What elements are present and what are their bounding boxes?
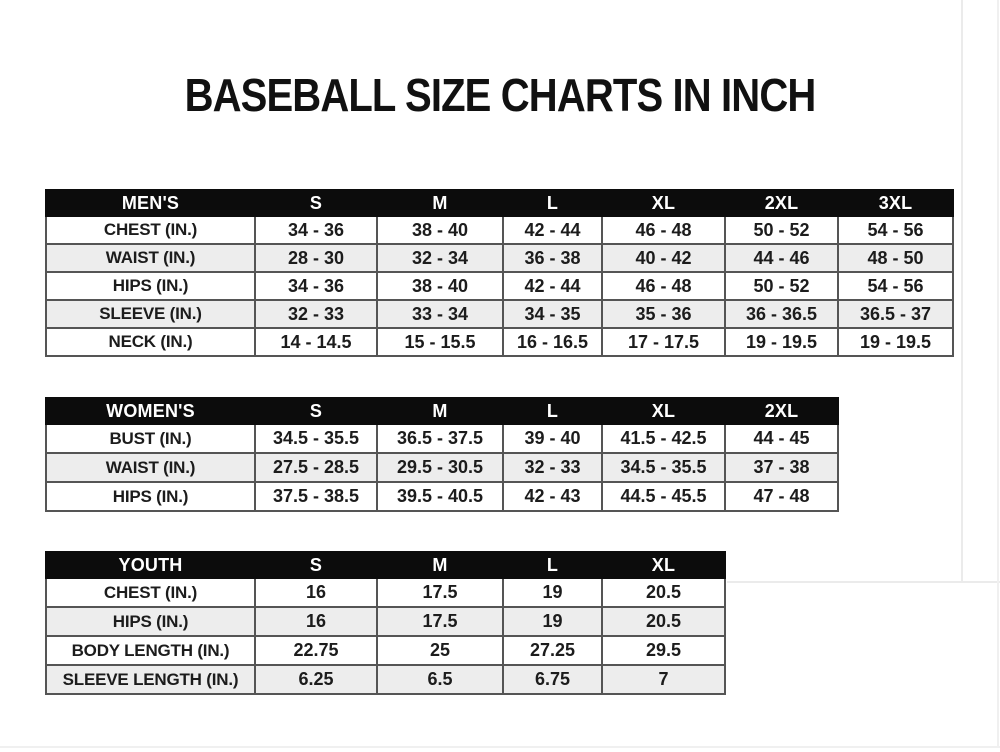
- mens-table-row: [46, 300, 953, 328]
- size-value-cell: 19 - 19.5: [725, 328, 838, 356]
- size-value-cell: 35 - 36: [602, 300, 725, 328]
- size-value-cell: 38 - 40: [377, 272, 503, 300]
- mens-size-table: [45, 189, 954, 357]
- size-value-cell: 46 - 48: [602, 216, 725, 244]
- size-value-cell: 19: [503, 607, 602, 636]
- size-value-cell: 34 - 36: [255, 216, 377, 244]
- size-column-header: XL: [602, 552, 725, 578]
- womens-table-row: [46, 453, 838, 482]
- youth-table-row: [46, 607, 725, 636]
- youth-table-row: [46, 665, 725, 694]
- size-value-cell: 27.25: [503, 636, 602, 665]
- mens-header-row: [46, 190, 953, 216]
- mens-table-row: [46, 216, 953, 244]
- size-column-header: 3XL: [838, 190, 953, 216]
- size-value-cell: 16: [255, 578, 377, 607]
- measurement-label-cell: WAIST (IN.): [46, 244, 255, 272]
- size-value-cell: 44.5 - 45.5: [602, 482, 725, 511]
- womens-table-title-cell: WOMEN'S: [46, 398, 255, 424]
- size-column-header: S: [255, 190, 377, 216]
- size-value-cell: 50 - 52: [725, 272, 838, 300]
- size-column-header: S: [255, 552, 377, 578]
- scan-artifact-right-edge: [997, 0, 999, 746]
- measurement-label-cell: CHEST (IN.): [46, 216, 255, 244]
- measurement-label-cell: NECK (IN.): [46, 328, 255, 356]
- size-value-cell: 16 - 16.5: [503, 328, 602, 356]
- size-value-cell: 32 - 33: [255, 300, 377, 328]
- size-value-cell: 28 - 30: [255, 244, 377, 272]
- size-value-cell: 27.5 - 28.5: [255, 453, 377, 482]
- size-column-header: M: [377, 190, 503, 216]
- size-value-cell: 6.5: [377, 665, 503, 694]
- size-value-cell: 39 - 40: [503, 424, 602, 453]
- size-value-cell: 40 - 42: [602, 244, 725, 272]
- size-value-cell: 44 - 46: [725, 244, 838, 272]
- youth-table-row: [46, 636, 725, 665]
- measurement-label-cell: HIPS (IN.): [46, 482, 255, 511]
- scan-artifact-vertical-line: [961, 0, 963, 581]
- size-value-cell: 54 - 56: [838, 272, 953, 300]
- size-column-header: XL: [602, 190, 725, 216]
- youth-table-row: [46, 578, 725, 607]
- measurement-label-cell: HIPS (IN.): [46, 607, 255, 636]
- youth-size-table: [45, 551, 726, 695]
- size-value-cell: 48 - 50: [838, 244, 953, 272]
- measurement-label-cell: SLEEVE (IN.): [46, 300, 255, 328]
- size-value-cell: 38 - 40: [377, 216, 503, 244]
- size-value-cell: 34.5 - 35.5: [255, 424, 377, 453]
- size-value-cell: 42 - 43: [503, 482, 602, 511]
- size-value-cell: 47 - 48: [725, 482, 838, 511]
- size-value-cell: 34.5 - 35.5: [602, 453, 725, 482]
- size-value-cell: 25: [377, 636, 503, 665]
- size-value-cell: 6.75: [503, 665, 602, 694]
- size-value-cell: 36.5 - 37: [838, 300, 953, 328]
- size-value-cell: 14 - 14.5: [255, 328, 377, 356]
- size-value-cell: 36 - 36.5: [725, 300, 838, 328]
- size-value-cell: 36.5 - 37.5: [377, 424, 503, 453]
- mens-table-title-cell: MEN'S: [46, 190, 255, 216]
- womens-header-row: [46, 398, 838, 424]
- size-column-header: L: [503, 190, 602, 216]
- womens-size-table: [45, 397, 839, 512]
- size-value-cell: 7: [602, 665, 725, 694]
- size-column-header: XL: [602, 398, 725, 424]
- scan-artifact-bottom-edge: [0, 746, 1000, 748]
- measurement-label-cell: HIPS (IN.): [46, 272, 255, 300]
- measurement-label-cell: WAIST (IN.): [46, 453, 255, 482]
- size-value-cell: 50 - 52: [725, 216, 838, 244]
- size-value-cell: 22.75: [255, 636, 377, 665]
- size-value-cell: 17.5: [377, 607, 503, 636]
- size-column-header: M: [377, 398, 503, 424]
- size-value-cell: 36 - 38: [503, 244, 602, 272]
- page-title: BASEBALL SIZE CHARTS IN INCH: [184, 69, 816, 121]
- size-value-cell: 34 - 35: [503, 300, 602, 328]
- size-value-cell: 54 - 56: [838, 216, 953, 244]
- size-value-cell: 17 - 17.5: [602, 328, 725, 356]
- size-value-cell: 19: [503, 578, 602, 607]
- mens-table-row: [46, 328, 953, 356]
- measurement-label-cell: BUST (IN.): [46, 424, 255, 453]
- size-column-header: S: [255, 398, 377, 424]
- size-value-cell: 29.5: [602, 636, 725, 665]
- scan-artifact-horizontal-line: [727, 581, 1000, 583]
- size-value-cell: 20.5: [602, 578, 725, 607]
- size-value-cell: 32 - 34: [377, 244, 503, 272]
- size-value-cell: 29.5 - 30.5: [377, 453, 503, 482]
- size-column-header: 2XL: [725, 190, 838, 216]
- size-value-cell: 37.5 - 38.5: [255, 482, 377, 511]
- size-column-header: L: [503, 552, 602, 578]
- womens-table-row: [46, 424, 838, 453]
- size-value-cell: 39.5 - 40.5: [377, 482, 503, 511]
- size-value-cell: 33 - 34: [377, 300, 503, 328]
- size-column-header: L: [503, 398, 602, 424]
- size-value-cell: 34 - 36: [255, 272, 377, 300]
- size-value-cell: 19 - 19.5: [838, 328, 953, 356]
- size-value-cell: 41.5 - 42.5: [602, 424, 725, 453]
- size-value-cell: 6.25: [255, 665, 377, 694]
- size-value-cell: 17.5: [377, 578, 503, 607]
- mens-table-row: [46, 244, 953, 272]
- size-value-cell: 32 - 33: [503, 453, 602, 482]
- mens-table-row: [46, 272, 953, 300]
- measurement-label-cell: CHEST (IN.): [46, 578, 255, 607]
- size-value-cell: 20.5: [602, 607, 725, 636]
- size-column-header: 2XL: [725, 398, 838, 424]
- size-value-cell: 37 - 38: [725, 453, 838, 482]
- size-value-cell: 46 - 48: [602, 272, 725, 300]
- size-value-cell: 42 - 44: [503, 272, 602, 300]
- size-value-cell: 16: [255, 607, 377, 636]
- size-value-cell: 15 - 15.5: [377, 328, 503, 356]
- size-value-cell: 42 - 44: [503, 216, 602, 244]
- measurement-label-cell: SLEEVE LENGTH (IN.): [46, 665, 255, 694]
- youth-header-row: [46, 552, 725, 578]
- youth-table-title-cell: YOUTH: [46, 552, 255, 578]
- measurement-label-cell: BODY LENGTH (IN.): [46, 636, 255, 665]
- size-value-cell: 44 - 45: [725, 424, 838, 453]
- size-column-header: M: [377, 552, 503, 578]
- womens-table-row: [46, 482, 838, 511]
